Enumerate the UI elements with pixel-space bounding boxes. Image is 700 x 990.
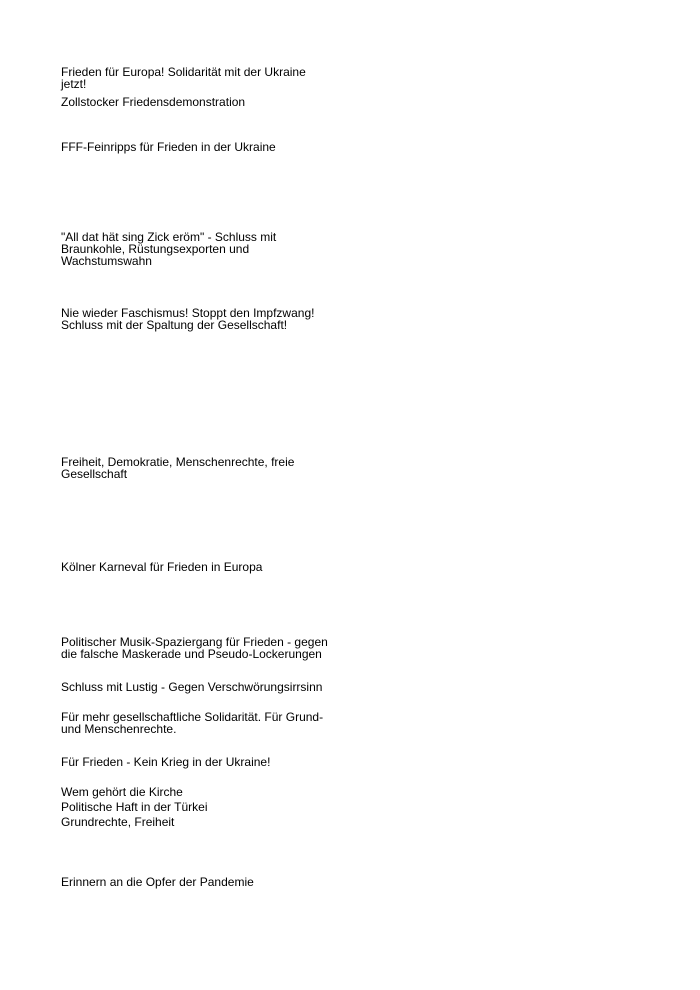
entry-frieden-fuer-europa: Frieden für Europa! Solidarität mit der Ukraine jetzt!	[61, 65, 306, 91]
entry-gesellschaftliche-solidaritaet: Für mehr gesellschaftliche Solidarität. Für Grund- und Menschenrechte.	[61, 710, 324, 736]
entry-kein-krieg-ukraine: Für Frieden - Kein Krieg in der Ukraine!	[61, 755, 271, 769]
entry-all-dat-haet: "All dat hät sing Zick eröm" - Schluss mit Braunkohle, Rüstungsexporten und Wachstumswahn	[61, 230, 277, 268]
entry-freiheit-demokratie: Freiheit, Demokratie, Menschenrechte, freie Gesellschaft	[61, 455, 295, 481]
entry-zollstocker-friedensdemo: Zollstocker Friedensdemonstration	[61, 95, 246, 109]
entry-politische-haft: Politische Haft in der Türkei	[61, 800, 208, 814]
entry-fff-feinripps: FFF-Feinripps für Frieden in der Ukraine	[61, 140, 276, 154]
entry-nie-wieder-faschismus: Nie wieder Faschismus! Stoppt den Impfzwang! Schluss mit der Spaltung der Gesellschaft!	[61, 306, 315, 332]
entry-wem-gehoert-die-kirche: Wem gehört die Kirche	[61, 785, 183, 799]
entry-opfer-der-pandemie: Erinnern an die Opfer der Pandemie	[61, 875, 254, 889]
entry-musik-spaziergang: Politischer Musik-Spaziergang für Frieden - gegen die falsche Maskerade und Pseudo-Lockerungen	[61, 635, 328, 661]
entry-grundrechte-freiheit: Grundrechte, Freiheit	[61, 815, 175, 829]
entry-schluss-mit-lustig: Schluss mit Lustig - Gegen Verschwörungsirrsinn	[61, 680, 323, 694]
entry-koelner-karneval: Kölner Karneval für Frieden in Europa	[61, 560, 263, 574]
